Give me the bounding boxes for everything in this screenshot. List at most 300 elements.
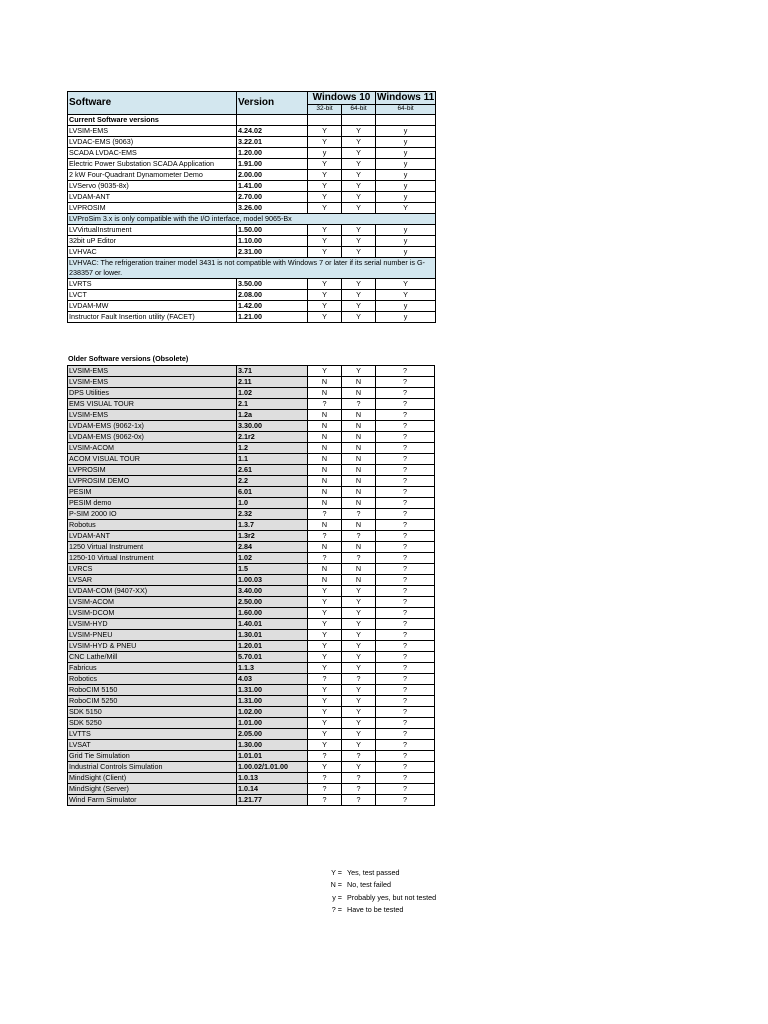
software-version: 2.00.00 (237, 170, 308, 181)
w10-32bit-status: ? (308, 553, 342, 564)
w10-64bit-status: N (342, 421, 376, 432)
w11-64bit-status: y (376, 301, 436, 312)
w10-32bit-status: Y (308, 181, 342, 192)
w10-32bit-status: N (308, 564, 342, 575)
legend-description: Have to be tested (347, 904, 404, 914)
table-row (68, 619, 435, 630)
w11-64bit-status: ? (376, 465, 435, 476)
w11-64bit-status: ? (376, 652, 435, 663)
w10-32bit-status: Y (308, 630, 342, 641)
table-row (68, 476, 435, 487)
table-row (68, 641, 435, 652)
w11-64bit-status: ? (376, 663, 435, 674)
software-name: Wind Farm Simulator (68, 795, 237, 806)
subheader-w10-64bit: 64-bit (342, 105, 376, 115)
software-version: 2.32 (237, 509, 308, 520)
w11-64bit-status: ? (376, 641, 435, 652)
w10-64bit-status: Y (342, 225, 376, 236)
software-version: 1.31.00 (237, 696, 308, 707)
table-row (68, 203, 436, 214)
software-name: 1250-10 Virtual Instrument (68, 553, 237, 564)
w11-64bit-status: ? (376, 762, 435, 773)
software-version: 2.61 (237, 465, 308, 476)
table-row (68, 762, 435, 773)
software-version: 5.70.01 (237, 652, 308, 663)
table-row (68, 290, 436, 301)
compatibility-note-hvac (68, 258, 436, 279)
table-row (68, 663, 435, 674)
software-version: 3.71 (237, 366, 308, 377)
table-row (68, 487, 435, 498)
table-row (68, 366, 435, 377)
w10-32bit-status: Y (308, 236, 342, 247)
legend-item (322, 880, 436, 892)
software-version: 1.31.00 (237, 685, 308, 696)
legend (322, 868, 436, 917)
software-version: 2.84 (237, 542, 308, 553)
software-name: LVPROSIM DEMO (68, 476, 237, 487)
w10-32bit-status: Y (308, 586, 342, 597)
software-version: 3.30.00 (237, 421, 308, 432)
w10-64bit-status: Y (342, 630, 376, 641)
software-name: LVDAM-ANT (68, 192, 237, 203)
older-software-table (67, 365, 435, 806)
w10-32bit-status: N (308, 443, 342, 454)
w11-64bit-status: ? (376, 454, 435, 465)
software-version: 1.3r2 (237, 531, 308, 542)
w10-64bit-status: ? (342, 784, 376, 795)
table-row (68, 432, 435, 443)
table-row (68, 498, 435, 509)
w11-64bit-status: y (376, 247, 436, 258)
w11-64bit-status: ? (376, 399, 435, 410)
w10-32bit-status: Y (308, 740, 342, 751)
w10-32bit-status: ? (308, 531, 342, 542)
w10-32bit-status: N (308, 388, 342, 399)
software-name: DPS Utilities (68, 388, 237, 399)
software-name: Robotics (68, 674, 237, 685)
w11-64bit-status: ? (376, 487, 435, 498)
software-version: 1.00.02/1.01.00 (237, 762, 308, 773)
table-row (68, 181, 436, 192)
w11-64bit-status: ? (376, 498, 435, 509)
w11-64bit-status: ? (376, 795, 435, 806)
table-row (68, 421, 435, 432)
w10-64bit-status: N (342, 454, 376, 465)
table-row (68, 718, 435, 729)
table-row (68, 377, 435, 388)
software-version: 1.50.00 (237, 225, 308, 236)
software-version: 3.22.01 (237, 137, 308, 148)
w10-64bit-status: Y (342, 696, 376, 707)
software-name: 2 kW Four-Quadrant Dynamometer Demo (68, 170, 237, 181)
software-name: 1250 Virtual Instrument (68, 542, 237, 553)
legend-symbol: ? = (331, 904, 342, 914)
section-row-current (68, 115, 436, 126)
w10-64bit-status: Y (342, 663, 376, 674)
w10-32bit-status: Y (308, 137, 342, 148)
software-version: 1.2 (237, 443, 308, 454)
software-version: 1.0 (237, 498, 308, 509)
w10-32bit-status: Y (308, 279, 342, 290)
w10-64bit-status: Y (342, 641, 376, 652)
w10-32bit-status: Y (308, 159, 342, 170)
table-row (68, 126, 436, 137)
software-name: Grid Tie Simulation (68, 751, 237, 762)
software-name: LVSIM-EMS (68, 126, 237, 137)
w10-32bit-status: Y (308, 192, 342, 203)
software-name: LVSIM-EMS (68, 366, 237, 377)
w10-32bit-status: Y (308, 225, 342, 236)
w10-32bit-status: y (308, 148, 342, 159)
software-version: 2.11 (237, 377, 308, 388)
w10-64bit-status: Y (342, 312, 376, 323)
w11-64bit-status: ? (376, 410, 435, 421)
software-version: 1.0.13 (237, 773, 308, 784)
w10-64bit-status: ? (342, 773, 376, 784)
software-version: 1.2a (237, 410, 308, 421)
w10-32bit-status: N (308, 432, 342, 443)
w10-32bit-status: Y (308, 366, 342, 377)
w10-64bit-status: Y (342, 718, 376, 729)
software-version: 1.1 (237, 454, 308, 465)
w10-32bit-status: Y (308, 652, 342, 663)
w10-32bit-status: Y (308, 619, 342, 630)
software-version: 2.1 (237, 399, 308, 410)
w10-64bit-status: Y (342, 247, 376, 258)
w11-64bit-status: ? (376, 707, 435, 718)
software-version: 1.21.00 (237, 312, 308, 323)
w10-64bit-status: N (342, 564, 376, 575)
table-row (68, 225, 436, 236)
subheader-w11-64bit: 64-bit (376, 105, 436, 115)
software-name: EMS VISUAL TOUR (68, 399, 237, 410)
w11-64bit-status: y (376, 236, 436, 247)
software-name: LVSIM-HYD & PNEU (68, 641, 237, 652)
w11-64bit-status: ? (376, 729, 435, 740)
software-name: LVRTS (68, 279, 237, 290)
w11-64bit-status: ? (376, 443, 435, 454)
software-version: 1.41.00 (237, 181, 308, 192)
w11-64bit-status: ? (376, 575, 435, 586)
w10-64bit-status: N (342, 432, 376, 443)
software-name: LVSAT (68, 740, 237, 751)
w10-32bit-status: N (308, 575, 342, 586)
software-version: 1.1.3 (237, 663, 308, 674)
header-software: Software (68, 92, 237, 115)
w11-64bit-status: y (376, 225, 436, 236)
software-name: SDK 5250 (68, 718, 237, 729)
software-name: Instructor Fault Insertion utility (FACET) (68, 312, 237, 323)
table-row (68, 410, 435, 421)
w11-64bit-status: ? (376, 674, 435, 685)
software-name: RoboCIM 5150 (68, 685, 237, 696)
software-name: PESIM demo (68, 498, 237, 509)
w10-32bit-status: N (308, 410, 342, 421)
header-windows-10: Windows 10 (308, 92, 376, 105)
w11-64bit-status: Y (376, 290, 436, 301)
software-name: LVPROSIM (68, 465, 237, 476)
table-row (68, 773, 435, 784)
w11-64bit-status: y (376, 137, 436, 148)
table-row (68, 564, 435, 575)
w10-64bit-status: Y (342, 192, 376, 203)
w10-32bit-status: Y (308, 312, 342, 323)
software-version: 1.0.14 (237, 784, 308, 795)
software-name: SDK 5150 (68, 707, 237, 718)
legend-description: No, test failed (347, 880, 391, 890)
w11-64bit-status: ? (376, 509, 435, 520)
w10-32bit-status: ? (308, 674, 342, 685)
software-version: 1.5 (237, 564, 308, 575)
w10-64bit-status: ? (342, 509, 376, 520)
w10-32bit-status: N (308, 498, 342, 509)
software-name: Electric Power Substation SCADA Application (68, 159, 237, 170)
w10-32bit-status: N (308, 476, 342, 487)
w11-64bit-status: ? (376, 377, 435, 388)
software-name: Industrial Controls Simulation (68, 762, 237, 773)
table-row (68, 520, 435, 531)
software-name: LVCT (68, 290, 237, 301)
software-version: 3.40.00 (237, 586, 308, 597)
w11-64bit-status: ? (376, 476, 435, 487)
compatibility-note-prosim (68, 214, 436, 225)
software-name: LVSIM-HYD (68, 619, 237, 630)
software-version: 6.01 (237, 487, 308, 498)
software-name: LVDAC-EMS (9063) (68, 137, 237, 148)
software-version: 4.03 (237, 674, 308, 685)
table-row (68, 630, 435, 641)
software-version: 2.31.00 (237, 247, 308, 258)
software-version: 1.40.01 (237, 619, 308, 630)
w10-64bit-status: N (342, 520, 376, 531)
w10-32bit-status: Y (308, 696, 342, 707)
w11-64bit-status: ? (376, 553, 435, 564)
legend-item (322, 905, 436, 917)
software-name: PESIM (68, 487, 237, 498)
w10-32bit-status: Y (308, 685, 342, 696)
w11-64bit-status: y (376, 181, 436, 192)
w11-64bit-status: ? (376, 608, 435, 619)
w10-64bit-status: Y (342, 762, 376, 773)
w10-32bit-status: N (308, 421, 342, 432)
w10-64bit-status: N (342, 498, 376, 509)
software-version: 2.50.00 (237, 597, 308, 608)
w10-64bit-status: Y (342, 707, 376, 718)
w10-64bit-status: Y (342, 126, 376, 137)
software-name: LVHVAC (68, 247, 237, 258)
software-name: Robotus (68, 520, 237, 531)
w10-32bit-status: Y (308, 762, 342, 773)
software-version: 2.2 (237, 476, 308, 487)
w10-64bit-status: Y (342, 608, 376, 619)
software-version: 1.21.77 (237, 795, 308, 806)
software-version: 1.02 (237, 553, 308, 564)
table-row (68, 707, 435, 718)
w10-64bit-status: N (342, 465, 376, 476)
table-row (68, 652, 435, 663)
software-version: 1.91.00 (237, 159, 308, 170)
w11-64bit-status: ? (376, 619, 435, 630)
w10-32bit-status: N (308, 520, 342, 531)
software-name: LVSIM-ACOM (68, 597, 237, 608)
w11-64bit-status: y (376, 170, 436, 181)
w11-64bit-status: ? (376, 564, 435, 575)
software-version: 1.30.00 (237, 740, 308, 751)
w10-64bit-status: ? (342, 751, 376, 762)
w10-64bit-status: N (342, 443, 376, 454)
table-row (68, 443, 435, 454)
software-name: MindSight (Client) (68, 773, 237, 784)
software-name: LVDAM-MW (68, 301, 237, 312)
w11-64bit-status: ? (376, 773, 435, 784)
w10-64bit-status: Y (342, 148, 376, 159)
w10-64bit-status: Y (342, 652, 376, 663)
w10-64bit-status: ? (342, 553, 376, 564)
software-version: 2.1r2 (237, 432, 308, 443)
w10-64bit-status: Y (342, 279, 376, 290)
software-name: LVRCS (68, 564, 237, 575)
w10-32bit-status: Y (308, 608, 342, 619)
w10-64bit-status: N (342, 487, 376, 498)
table-row (68, 170, 436, 181)
table-row (68, 674, 435, 685)
w10-64bit-status: Y (342, 203, 376, 214)
table-row (68, 465, 435, 476)
software-version: 1.01.01 (237, 751, 308, 762)
software-version: 1.60.00 (237, 608, 308, 619)
w10-64bit-status: Y (342, 181, 376, 192)
w11-64bit-status: ? (376, 531, 435, 542)
software-name: CNC Lathe/Mill (68, 652, 237, 663)
software-version: 2.08.00 (237, 290, 308, 301)
w10-32bit-status: Y (308, 290, 342, 301)
w11-64bit-status: y (376, 126, 436, 137)
table-row (68, 553, 435, 564)
w11-64bit-status: ? (376, 696, 435, 707)
w11-64bit-status: ? (376, 597, 435, 608)
w11-64bit-status: ? (376, 586, 435, 597)
table-row (68, 509, 435, 520)
legend-item (322, 893, 436, 905)
w10-32bit-status: ? (308, 509, 342, 520)
software-name: LVSIM-EMS (68, 377, 237, 388)
w10-64bit-status: N (342, 410, 376, 421)
legend-symbol: Y = (331, 868, 342, 877)
w11-64bit-status: y (376, 148, 436, 159)
table-row (68, 388, 435, 399)
software-version: 1.20.00 (237, 148, 308, 159)
w10-32bit-status: ? (308, 795, 342, 806)
legend-item (322, 868, 436, 880)
w10-64bit-status: Y (342, 290, 376, 301)
w11-64bit-status: ? (376, 520, 435, 531)
table-row (68, 784, 435, 795)
w11-64bit-status: ? (376, 740, 435, 751)
software-name: LVServo (9035-8x) (68, 181, 237, 192)
w10-32bit-status: Y (308, 663, 342, 674)
table-row (68, 279, 436, 290)
w10-64bit-status: Y (342, 137, 376, 148)
software-name: LVSIM-DCOM (68, 608, 237, 619)
w11-64bit-status: y (376, 312, 436, 323)
software-version: 3.26.00 (237, 203, 308, 214)
table-row (68, 531, 435, 542)
w11-64bit-status: ? (376, 718, 435, 729)
table-row (68, 301, 436, 312)
table-row (68, 454, 435, 465)
software-name: LVPROSIM (68, 203, 237, 214)
table-row (68, 575, 435, 586)
w10-64bit-status: Y (342, 366, 376, 377)
software-name: RoboCIM 5250 (68, 696, 237, 707)
table-row (68, 399, 435, 410)
w10-32bit-status: N (308, 454, 342, 465)
software-version: 1.3.7 (237, 520, 308, 531)
w10-32bit-status: N (308, 487, 342, 498)
w11-64bit-status: ? (376, 542, 435, 553)
table-header-row (68, 92, 436, 105)
header-windows-11: Windows 11 (377, 92, 435, 103)
software-name: LVTTS (68, 729, 237, 740)
w10-32bit-status: ? (308, 751, 342, 762)
software-name: LVSAR (68, 575, 237, 586)
software-name: LVDAM-ANT (68, 531, 237, 542)
section-title-current: Current Software versions (68, 115, 237, 126)
software-version: 2.70.00 (237, 192, 308, 203)
w10-64bit-status: ? (342, 531, 376, 542)
w10-32bit-status: Y (308, 247, 342, 258)
table-row (68, 597, 435, 608)
table-row (68, 137, 436, 148)
software-version: 1.02.00 (237, 707, 308, 718)
software-name: LVSIM-EMS (68, 410, 237, 421)
software-version: 3.50.00 (237, 279, 308, 290)
w10-64bit-status: N (342, 377, 376, 388)
table-row (68, 740, 435, 751)
table-row (68, 159, 436, 170)
software-name: LVSIM-PNEU (68, 630, 237, 641)
w10-32bit-status: Y (308, 170, 342, 181)
software-version: 1.02 (237, 388, 308, 399)
table-row (68, 795, 435, 806)
software-name: LVSIM-ACOM (68, 443, 237, 454)
software-version: 1.42.00 (237, 301, 308, 312)
w10-32bit-status: Y (308, 641, 342, 652)
software-name: Fabricus (68, 663, 237, 674)
legend-symbol: y = (332, 892, 342, 902)
software-name: LVDAM-EMS (9062-1x) (68, 421, 237, 432)
table-row (68, 312, 436, 323)
w10-32bit-status: Y (308, 729, 342, 740)
software-name: MindSight (Server) (68, 784, 237, 795)
legend-description: Probably yes, but not tested (347, 892, 437, 902)
software-name: LVDAM-COM (9407-XX) (68, 586, 237, 597)
w10-32bit-status: Y (308, 718, 342, 729)
w10-64bit-status: Y (342, 170, 376, 181)
software-version: 1.01.00 (237, 718, 308, 729)
w10-32bit-status: N (308, 465, 342, 476)
w10-32bit-status: N (308, 377, 342, 388)
w11-64bit-status: Y (376, 203, 436, 214)
w11-64bit-status: ? (376, 784, 435, 795)
software-version: 1.20.01 (237, 641, 308, 652)
software-name: LVDAM-EMS (9062-0x) (68, 432, 237, 443)
table-row (68, 542, 435, 553)
software-version: 1.00.03 (237, 575, 308, 586)
current-software-table (67, 91, 436, 323)
w10-64bit-status: N (342, 542, 376, 553)
